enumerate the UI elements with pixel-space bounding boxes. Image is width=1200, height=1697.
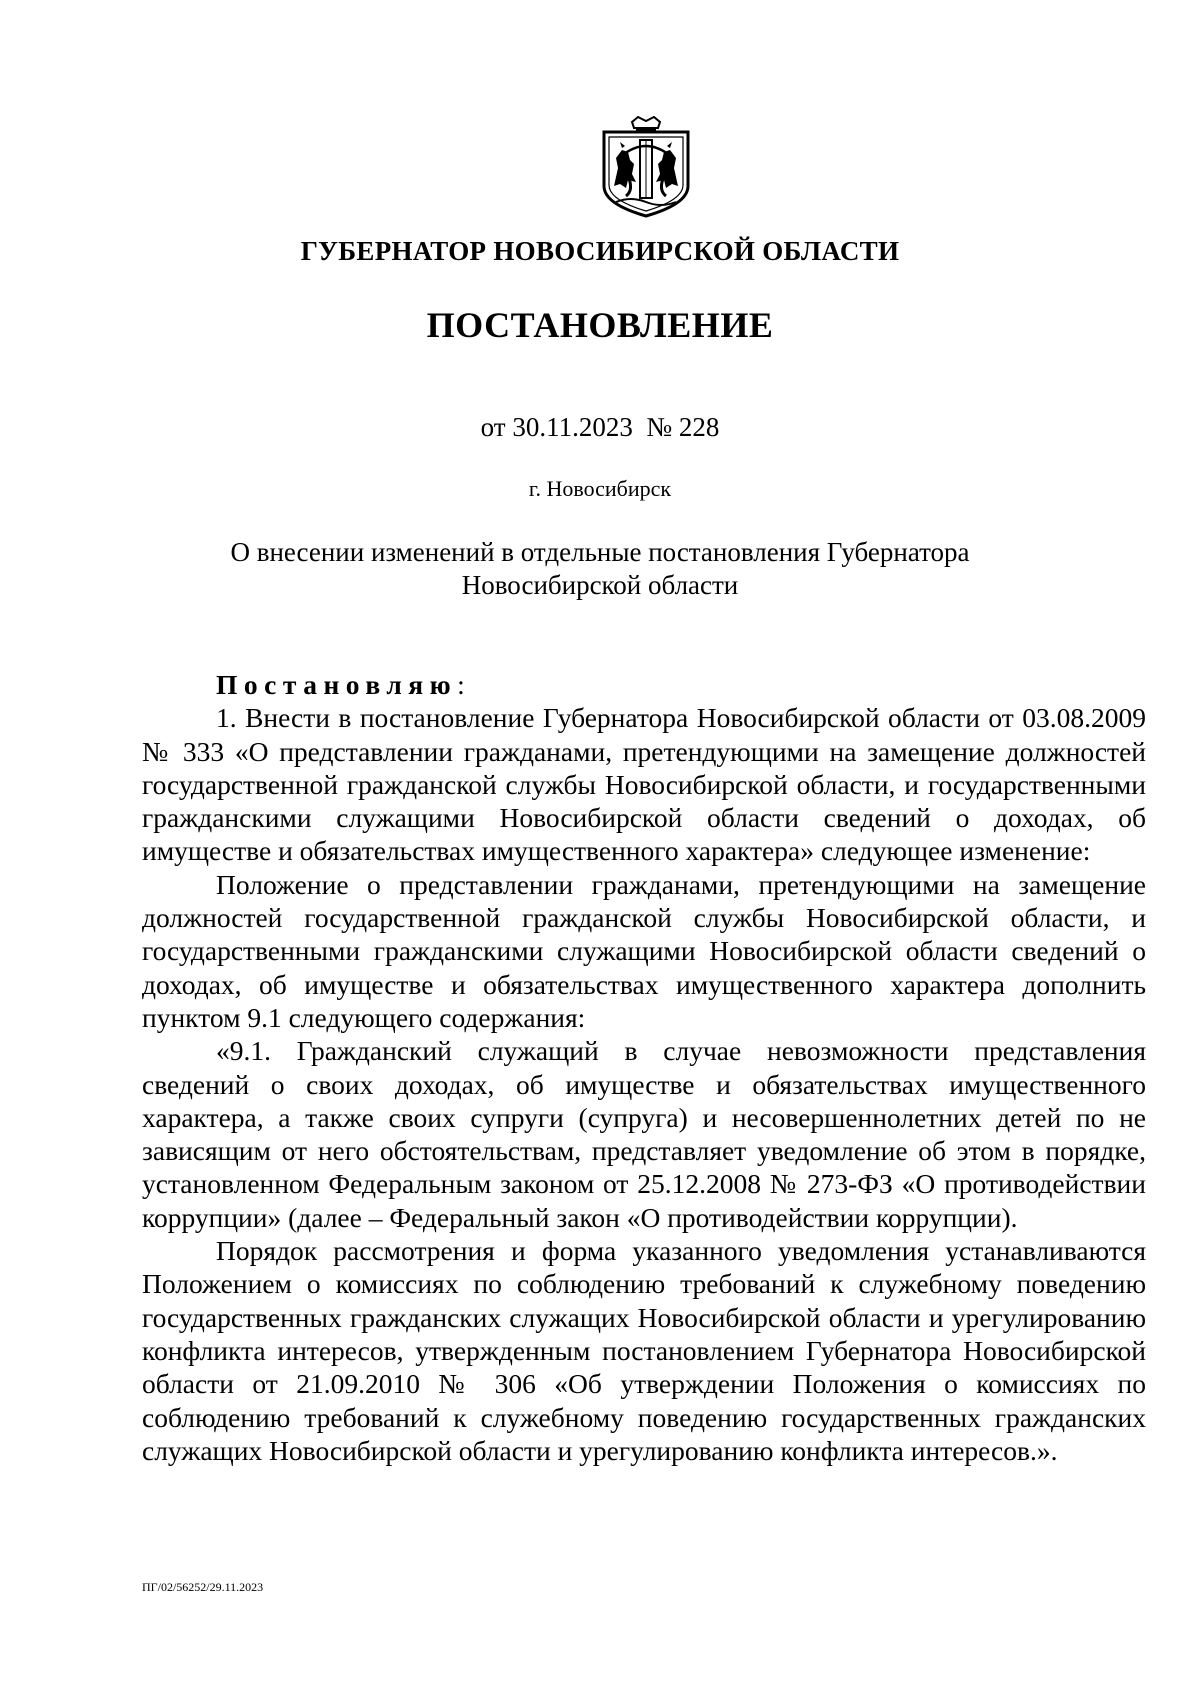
body-paragraph-2: Положение о представлении гражданами, претендующими на замещение должностей государственной гражданской службы Новосибирской области, и государственными гражданскими служащими Новосибирской области сведений о доходах, об имуществе и обязательствах имущественного характера дополнить пунктом 9.1 следующего содержания: <box>142 868 1146 1033</box>
decree-colon: : <box>457 669 465 700</box>
decree-word: Постановляю <box>216 669 458 700</box>
subject-line-1: О внесении изменений в отдельные постановления Губернатора <box>230 537 970 567</box>
document-date-number: от 30.11.2023 № 228 <box>480 412 720 442</box>
body-paragraph-3: «9.1. Гражданский служащий в случае невозможности представления сведений о своих доходах, об имуществе и обязательствах имущественного характера, а также своих супруги (супруга) и несовершеннолетних детей по не зависящим от него обстоятельствам, представляет уведомление об этом в порядке, установленном Федеральным законом от 25.12.2008 № 273-ФЗ «О противодействии коррупции» (далее – Федеральный закон «О противодействии коррупции). <box>142 1035 1146 1233</box>
document-body <box>142 668 1146 1467</box>
subject-line-2: Новосибирской области <box>461 570 739 600</box>
document-type-title: ПОСТАНОВЛЕНИЕ <box>426 305 774 345</box>
coat-of-arms-icon <box>598 116 694 218</box>
organization-title: ГУБЕРНАТОР НОВОСИБИРСКОЙ ОБЛАСТИ <box>300 236 900 266</box>
document-code: ПГ/02/56252/29.11.2023 <box>142 1580 264 1594</box>
decree-heading <box>142 668 1146 701</box>
document-subject <box>200 536 1000 602</box>
body-paragraph-1: 1. Внести в постановление Губернатора Новосибирской области от 03.08.2009 № 333 «О представлении гражданами, претендующими на замещение должностей государственной гражданской службы Новосибирской области, и государственными гражданскими служащими Новосибирской области сведений о доходах, об имуществе и обязательствах имущественного характера» следующее изменение: <box>142 702 1146 867</box>
document-city: г. Новосибирск <box>528 476 672 501</box>
body-paragraph-4: Порядок рассмотрения и форма указанного уведомления устанавливаются Положением о комиссиях по соблюдению требований к служебному поведению государственных гражданских служащих Новосибирской области и урегулированию конфликта интересов, утвержденным постановлением Губернатора Новосибирской области от 21.09.2010 № 306 «Об утверждении Положения о комиссиях по соблюдению требований к служебному поведению государственных гражданских служащих Новосибирской области и урегулированию конфликта интересов.». <box>142 1235 1146 1466</box>
